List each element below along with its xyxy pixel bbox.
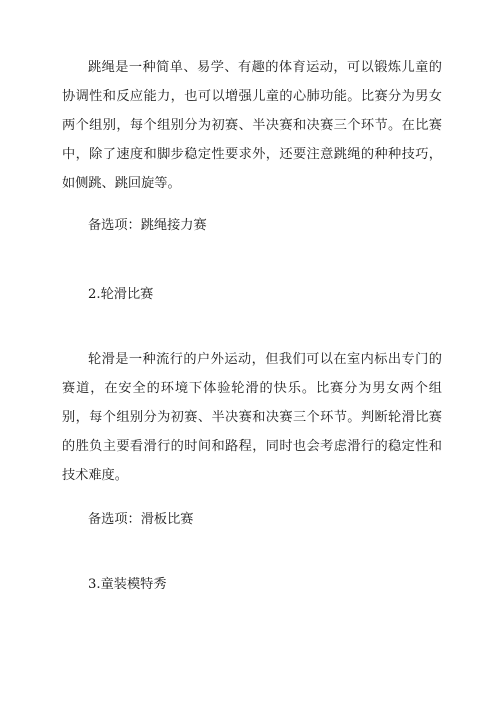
section-heading-kids-fashion-show: 3.童装模特秀: [88, 577, 167, 592]
alternative-option-jump-rope: 备选项：跳绳接力赛: [88, 218, 207, 233]
alternative-option-roller-skating: 备选项：滑板比赛: [88, 512, 194, 527]
section-heading-roller-skating: 2.轮滑比赛: [88, 287, 154, 302]
jump-rope-paragraph: 跳绳是一种简单、易学、有趣的体育运动，可以锻炼儿童的协调性和反应能力，也可以增强儿童的心肺功能。比赛分为男女两个组别，每个组别分为初赛、半决赛和决赛三个环节。在比赛中，除了速度和脚步稳定性要求外，还要注意跳绳的种种技巧，如侧跳、跳回旋等。: [62, 60, 442, 191]
roller-skating-paragraph: 轮滑是一种流行的户外运动，但我们可以在室内标出专门的赛道，在安全的环境下体验轮滑的快乐。比赛分为男女两个组别，每个组别分为初赛、半决赛和决赛三个环节。判断轮滑比赛的胜负主要看滑行的时间和路程，同时也会考虑滑行的稳定性和技术难度。: [62, 352, 442, 483]
